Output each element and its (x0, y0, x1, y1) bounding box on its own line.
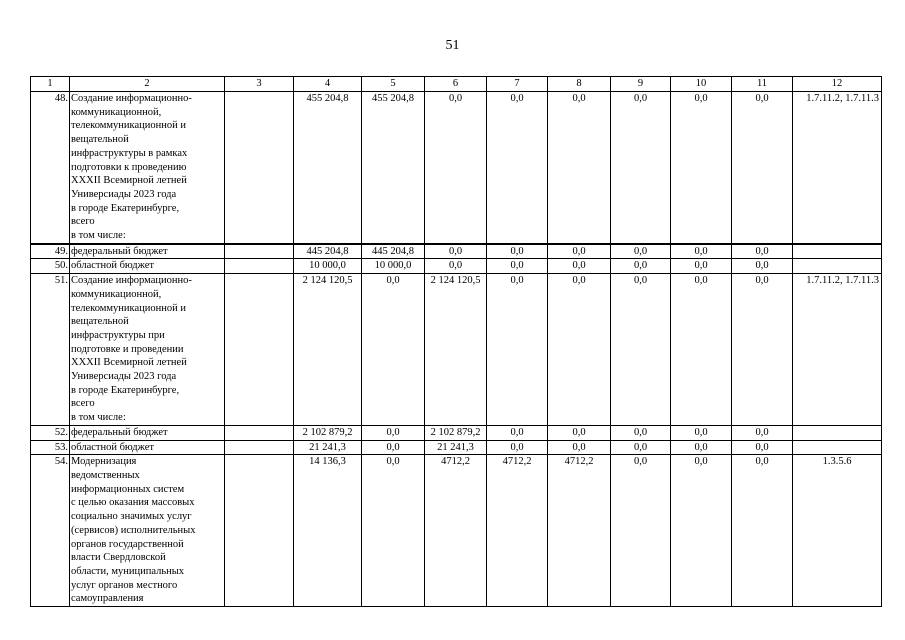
amount-cell: 445 204,8 (294, 244, 362, 259)
amount-cell: 0,0 (732, 455, 793, 607)
reference-cell: 1.7.11.2, 1.7.11.3 (793, 92, 882, 244)
column-header: 8 (548, 77, 611, 92)
row-name-line: XXXII Всемирной летней (71, 175, 187, 187)
row-number-cell: 52. (31, 425, 70, 440)
amount-cell: 0,0 (548, 440, 611, 455)
row-name-cell (70, 244, 225, 259)
row-name-line: всего (71, 398, 95, 410)
column-header: 12 (793, 77, 882, 92)
amount-cell: 0,0 (732, 425, 793, 440)
table-row (31, 455, 882, 607)
amount-cell: 0,0 (487, 244, 548, 259)
amount-cell: 0,0 (487, 259, 548, 274)
amount-cell: 0,0 (487, 425, 548, 440)
amount-cell: 0,0 (425, 259, 487, 274)
amount-cell: 0,0 (671, 259, 732, 274)
column-header: 11 (732, 77, 793, 92)
amount-cell: 455 204,8 (294, 92, 362, 244)
row-name-line: самоуправления (71, 593, 144, 605)
row-number-cell: 54. (31, 455, 70, 607)
table-row (31, 244, 882, 259)
amount-cell: 10 000,0 (294, 259, 362, 274)
table-row (31, 425, 882, 440)
reference-cell (793, 259, 882, 274)
amount-cell: 0,0 (425, 92, 487, 244)
amount-cell: 0,0 (548, 244, 611, 259)
row-name-line: ведомственных (71, 469, 140, 481)
amount-cell: 0,0 (732, 92, 793, 244)
amount-cell: 0,0 (362, 440, 425, 455)
row-name-line: в городе Екатеринбурге, (71, 202, 180, 214)
column-header: 5 (362, 77, 425, 92)
amount-cell: 0,0 (362, 274, 425, 426)
amount-cell: 0,0 (362, 455, 425, 607)
reference-cell (793, 440, 882, 455)
amount-cell: 10 000,0 (362, 259, 425, 274)
row-name-line: Создание информационно- (71, 93, 192, 104)
amount-cell: 2 102 879,2 (425, 425, 487, 440)
row-name-cell (70, 440, 225, 455)
amount-cell: 0,0 (611, 259, 671, 274)
row-name-line: в том числе: (71, 230, 126, 242)
row-name-line: коммуникационной, (71, 288, 162, 300)
row-name-line: вещательной (71, 134, 129, 146)
row-name-line: инфраструктуры при (71, 329, 165, 341)
row-name-line: Универсиады 2023 года (71, 188, 177, 200)
amount-cell: 0,0 (487, 92, 548, 244)
amount-cell: 0,0 (732, 440, 793, 455)
amount-cell: 0,0 (611, 440, 671, 455)
column-header: 9 (611, 77, 671, 92)
row-name-line: областной бюджет (71, 260, 154, 272)
row-name-cell (70, 455, 225, 607)
budget-table (30, 76, 882, 607)
column-3-cell (225, 259, 294, 274)
row-name-line: органов государственной (71, 538, 184, 550)
reference-cell (793, 425, 882, 440)
row-name-cell (70, 274, 225, 426)
amount-cell: 0,0 (487, 274, 548, 426)
row-name-line: инфраструктуры в рамках (71, 147, 188, 159)
row-name-cell (70, 92, 225, 244)
amount-cell: 0,0 (732, 244, 793, 259)
row-number-cell: 51. (31, 274, 70, 426)
amount-cell: 0,0 (611, 274, 671, 426)
amount-cell: 21 241,3 (425, 440, 487, 455)
amount-cell: 0,0 (732, 274, 793, 426)
row-name-line: всего (71, 216, 95, 228)
column-3-cell (225, 92, 294, 244)
table-row (31, 440, 882, 455)
amount-cell: 0,0 (548, 92, 611, 244)
page-number: 51 (445, 38, 460, 53)
reference-cell (793, 244, 882, 259)
amount-cell: 0,0 (487, 440, 548, 455)
amount-cell: 14 136,3 (294, 455, 362, 607)
row-name-line: информационных систем (71, 483, 185, 495)
column-header: 4 (294, 77, 362, 92)
column-header: 2 (70, 77, 225, 92)
row-name-line: Универсиады 2023 года (71, 371, 177, 383)
amount-cell: 4712,2 (425, 455, 487, 607)
amount-cell: 0,0 (611, 455, 671, 607)
amount-cell: 4712,2 (548, 455, 611, 607)
table-row (31, 92, 882, 244)
row-name-line: Создание информационно- (71, 275, 192, 287)
row-name-cell (70, 425, 225, 440)
row-name-line: телекоммуникационной и (71, 302, 186, 314)
row-name-line: области, муниципальных (71, 565, 185, 577)
amount-cell: 2 124 120,5 (294, 274, 362, 426)
table-body (31, 92, 882, 607)
amount-cell: 0,0 (671, 440, 732, 455)
table-row (31, 259, 882, 274)
amount-cell: 0,0 (548, 259, 611, 274)
column-3-cell (225, 425, 294, 440)
row-name-line: федеральный бюджет (71, 426, 168, 438)
amount-cell: 0,0 (548, 425, 611, 440)
amount-cell: 0,0 (611, 92, 671, 244)
column-3-cell (225, 274, 294, 426)
column-3-cell (225, 455, 294, 607)
amount-cell: 4712,2 (487, 455, 548, 607)
row-name-line: с целью оказания массовых (71, 497, 195, 509)
table-header-row (31, 77, 882, 92)
amount-cell: 445 204,8 (362, 244, 425, 259)
amount-cell: 2 102 879,2 (294, 425, 362, 440)
row-name-line: (сервисов) исполнительных (71, 524, 196, 536)
column-header: 6 (425, 77, 487, 92)
amount-cell: 21 241,3 (294, 440, 362, 455)
amount-cell: 0,0 (671, 274, 732, 426)
row-name-line: федеральный бюджет (71, 245, 168, 257)
amount-cell: 0,0 (611, 244, 671, 259)
amount-cell: 0,0 (611, 425, 671, 440)
reference-cell: 1.3.5.6 (793, 455, 882, 607)
row-number-cell: 50. (31, 259, 70, 274)
row-name-line: услуг органов местного (71, 579, 178, 591)
column-header: 7 (487, 77, 548, 92)
amount-cell: 0,0 (732, 259, 793, 274)
amount-cell: 455 204,8 (362, 92, 425, 244)
row-name-line: в том числе: (71, 412, 126, 424)
row-name-cell (70, 259, 225, 274)
column-3-cell (225, 440, 294, 455)
row-number-cell: 49. (31, 244, 70, 259)
amount-cell: 0,0 (671, 244, 732, 259)
row-name-line: Модернизация (71, 456, 137, 468)
row-name-line: XXXII Всемирной летней (71, 357, 187, 369)
row-name-line: в городе Екатеринбурге, (71, 384, 180, 396)
reference-cell: 1.7.11.2, 1.7.11.3 (793, 274, 882, 426)
column-header: 1 (31, 77, 70, 92)
row-name-line: телекоммуникационной и (71, 120, 186, 132)
amount-cell: 0,0 (671, 455, 732, 607)
amount-cell: 0,0 (548, 274, 611, 426)
row-name-line: подготовки к проведению (71, 161, 187, 173)
row-name-line: коммуникационной, (71, 106, 162, 118)
amount-cell: 0,0 (671, 425, 732, 440)
column-header: 10 (671, 77, 732, 92)
table-row (31, 274, 882, 426)
row-name-line: подготовке и проведении (71, 343, 184, 355)
column-3-cell (225, 244, 294, 259)
row-number-cell: 53. (31, 440, 70, 455)
amount-cell: 0,0 (671, 92, 732, 244)
row-number-cell: 48. (31, 92, 70, 244)
row-name-line: власти Свердловской (71, 552, 166, 564)
row-name-line: областной бюджет (71, 441, 154, 453)
column-header: 3 (225, 77, 294, 92)
amount-cell: 0,0 (362, 425, 425, 440)
row-name-line: социально значимых услуг (71, 511, 192, 523)
amount-cell: 0,0 (425, 244, 487, 259)
row-name-line: вещательной (71, 316, 129, 328)
amount-cell: 2 124 120,5 (425, 274, 487, 426)
